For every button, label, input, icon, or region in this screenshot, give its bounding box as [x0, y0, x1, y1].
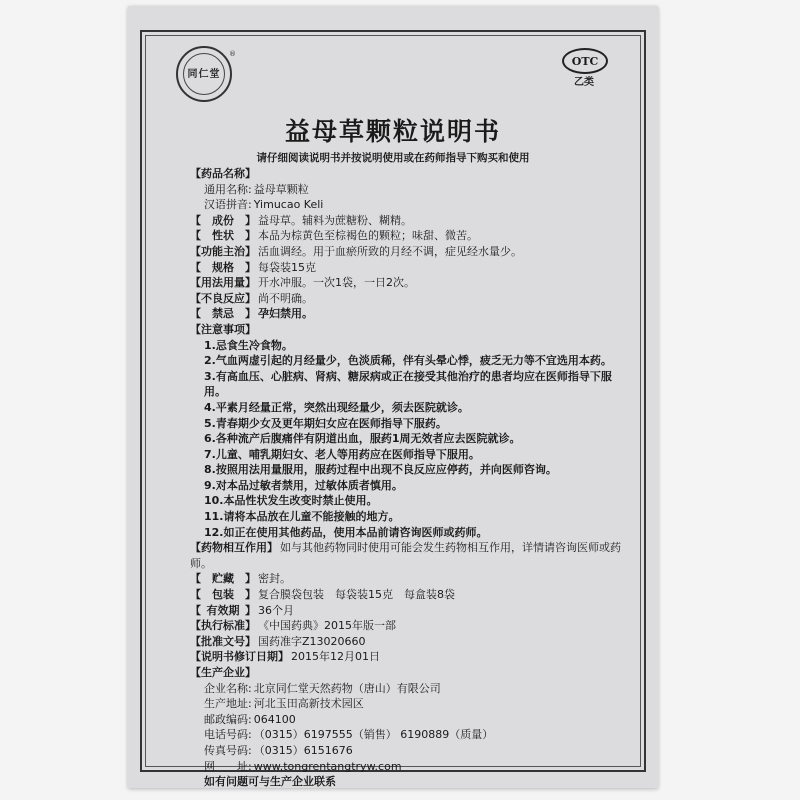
storage-label: 【 贮藏 】 [190, 571, 256, 587]
address-row: 生产地址: 河北玉田高新技术园区 [204, 697, 364, 711]
contra-label: 【 禁忌 】 [190, 306, 256, 322]
contra-row: 【 禁忌 】 孕妇禁用。 [190, 306, 630, 322]
revision-row: 【 说明书修订日期 】 2015年12月01日 [190, 649, 630, 665]
appearance-label: 【 性状 】 [190, 228, 256, 244]
website-row: 网 址: www.tongrentangtryw.com [204, 759, 402, 773]
company-name-row: 企业名称: 北京同仁堂天然药物（唐山）有限公司 [204, 681, 441, 695]
adverse-label: 【 不良反应 】 [190, 291, 256, 307]
appearance-row: 【 性状 】 本品为棕黄色至棕褐色的颗粒；味甜、微苦。 [190, 228, 630, 244]
spec-label: 【 规格 】 [190, 260, 256, 276]
section-precautions: 【 注意事项 】 [190, 322, 630, 338]
standard-label: 【 执行标准 】 [190, 618, 256, 634]
otc-class: 乙类 [574, 77, 594, 88]
precaution-item: 10.本品性状发生改变时禁止使用。 [204, 494, 378, 508]
instruction-sheet [128, 6, 658, 788]
section-drug-name: 【 药品名称 】 [190, 166, 630, 182]
precaution-item: 7.儿童、哺乳期妇女、老人等用药应在医师指导下服用。 [204, 447, 480, 461]
precaution-item: 3.有高血压、心脏病、肾病、糖尿病或正在接受其他治疗的患者均应在医师指导下服用。 [204, 369, 612, 399]
standard-row: 【 执行标准 】 《中国药典》2015年版一部 [190, 618, 630, 634]
precaution-item: 2.气血两虚引起的月经量少，色淡质稀，伴有头晕心悸，疲乏无力等不宜选用本药。 [204, 354, 612, 368]
otc-badge: OTC [562, 48, 608, 74]
spec-row: 【 规格 】 每袋装15克 [190, 260, 630, 276]
package-label: 【 包装 】 [190, 587, 256, 603]
storage-row: 【 贮藏 】 密封。 [190, 571, 630, 587]
interactions-row: 【 药物相互作用 】 如与其他药物同时使用可能会发生药物相互作用，详情请咨询医师或药师。 [190, 540, 630, 571]
indications-row: 【 功能主治 】 活血调经。用于血瘀所致的月经不调，症见经水量少。 [190, 244, 630, 260]
precaution-item: 4.平素月经量正常，突然出现经量少，须去医院就诊。 [204, 400, 469, 414]
precaution-item: 12.如正在使用其他药品，使用本品前请咨询医师或药师。 [204, 525, 488, 539]
precaution-item: 6.各种流产后腹痛伴有阴道出血，服药1周无效者应去医院就诊。 [204, 432, 521, 446]
section-manufacturer: 【 生产企业 】 [190, 665, 630, 681]
common-name-row: 通用名称: 益母草颗粒 [204, 182, 309, 196]
approval-label: 【 批准文号 】 [190, 634, 256, 650]
dosage-row: 【 用法用量 】 开水冲服。一次1袋，一日2次。 [190, 275, 630, 291]
document-body [190, 166, 630, 790]
precaution-item: 9.对本品过敏者禁用，过敏体质者慎用。 [204, 478, 403, 492]
document-title: 益母草颗粒说明书 [284, 117, 501, 146]
document-subtitle: 请仔细阅读说明书并按说明使用或在药师指导下购买和使用 [256, 152, 530, 164]
dosage-label: 【 用法用量 】 [190, 275, 256, 291]
approval-row: 【 批准文号 】 国药准字Z13020660 [190, 634, 630, 650]
contact-note: 如有问题可与生产企业联系 [204, 775, 336, 789]
revision-label: 【 说明书修订日期 】 [190, 649, 289, 665]
fax-row: 传真号码: （0315）6151676 [204, 743, 353, 757]
validity-label: 【 有效期 】 [190, 603, 256, 619]
package-row: 【 包装 】 复合膜袋包装 每袋装15克 每盒装8袋 [190, 587, 630, 603]
adverse-row: 【 不良反应 】 尚不明确。 [190, 291, 630, 307]
registered-mark: ® [229, 50, 236, 58]
logo-mark: 同仁堂 [183, 53, 225, 95]
tongrentang-logo [176, 46, 232, 102]
interactions-label: 【 药物相互作用 】 [190, 541, 278, 554]
precaution-item: 11.请将本品放在儿童不能接触的地方。 [204, 510, 400, 524]
validity-row: 【 有效期 】 36个月 [190, 603, 630, 619]
zip-row: 邮政编码: 064100 [204, 712, 296, 726]
website-link: www.tongrentangtryw.com [253, 759, 402, 773]
ingredients-row: 【 成份 】 益母草。辅料为蔗糖粉、糊精。 [190, 213, 630, 229]
precaution-item: 1.忌食生冷食物。 [204, 338, 293, 352]
precaution-item: 8.按照用法用量服用，服药过程中出现不良反应应停药，并向医师咨询。 [204, 463, 557, 477]
phone-row: 电话号码: （0315）6197555（销售） 6190889（质量） [204, 728, 494, 742]
pinyin-row: 汉语拼音: Yimucao Keli [204, 198, 324, 212]
precaution-item: 5.青春期少女及更年期妇女应在医师指导下服药。 [204, 416, 447, 430]
indications-label: 【 功能主治 】 [190, 244, 256, 260]
ingredients-label: 【 成份 】 [190, 213, 256, 229]
